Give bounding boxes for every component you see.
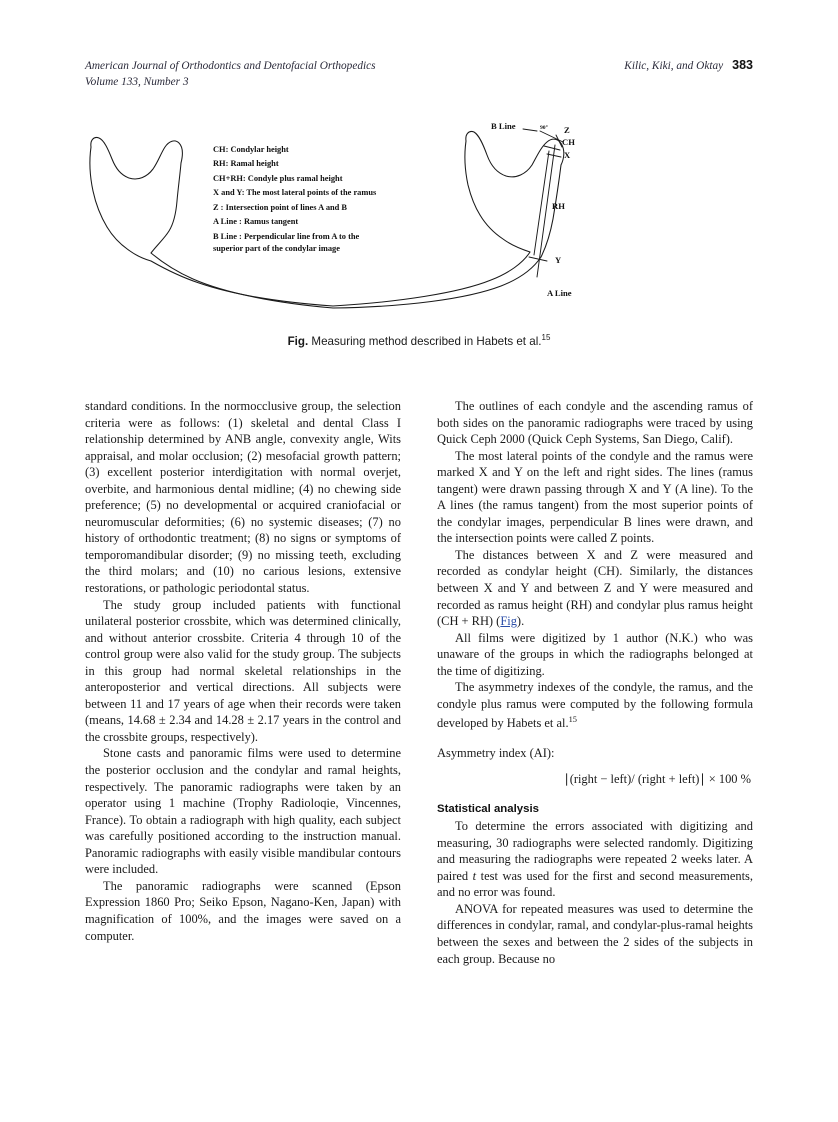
mandible-svg [85, 105, 753, 330]
label-b-line: B Line [491, 121, 516, 131]
column-right [437, 398, 753, 1043]
paragraph: standard conditions. In the normocclusive group, the selection criteria were as follows: (1) skeletal and dental Class I relationship determined by ANB angle, convexity angle, Wits appraisal, and molar occlusion; (2) mesofacial growth pattern; (3) excellent posterior interdigitation with normal overjet, overbite, and harmonious dental midline; (4) no chewing side preference; (5) no developmental or acquired craniofacial or neuromuscular deformities; (6) no systemic diseases; (7) no history of orthodontic treatment; (8) no signs or symptoms of temporomandibular disorder; (9) no missing teeth, excluding the third molars; and (10) no carious lesions, extensive restorations, or pathologic periodontal status. [85, 399, 401, 596]
label-x: X [564, 150, 571, 160]
page-number: 383 [732, 58, 753, 72]
section-heading-statistical-analysis: Statistical analysis [437, 803, 539, 816]
legend-line-5: A Line : Ramus tangent [213, 217, 299, 226]
formula-lead-in: Asymmetry index (AI): [437, 746, 555, 761]
paragraph: The most lateral points of the condyle and the ramus were marked X and Y on the left and right sides. The lines (ramus tangent) were drawn passing through X and Y (A line). To the A lines (the ramus tangent) from the most superior points of the condylar images, perpendicular B lines were drawn, and the intersection points were called Z points. [437, 448, 753, 546]
italic-t-statistic: t [472, 868, 477, 883]
paragraph: The study group included patients with functional unilateral posterior crossbite, which was determined clinically, and without anterior crossbite. Criteria 4 through 10 of the control group were also valid for the study group. The subjects in this group had normal skeletal relationships in the anteroposterior and vertical directions. All subjects were between 11 and 17 years of age when their records were taken (means, 14.68 ± 2.34 and 14.28 ± 2.17 years in the control and the crossbite groups, respectively). [85, 597, 401, 744]
legend-line-4: Z : Intersection point of lines A and B [213, 203, 348, 212]
b-line [540, 131, 563, 142]
body-columns [85, 398, 753, 1043]
figure-block [85, 105, 753, 370]
author-names: Kilic, Kiki, and Oktay [624, 60, 724, 72]
label-a-line: A Line [547, 288, 572, 298]
a-line [537, 145, 555, 277]
paragraph-with-italic [437, 818, 753, 901]
paragraph: The outlines of each condyle and the ascending ramus of both sides on the panoramic radiographs were traced by using Quick Ceph 2000 (Quick Ceph Systems, San Diego, Calif). [437, 399, 753, 447]
paragraph: ANOVA for repeated measures was used to determine the differences in condylar, ramal, and condylar-plus-ramal heights between the sexes and between the 2 sides of the subjects in each group. Because no [437, 901, 753, 966]
legend-line-1: RH: Ramal height [213, 159, 279, 168]
journal-title: American Journal of Orthodontics and Dentofacial Orthopedics [85, 60, 376, 72]
paragraph-text-post: ). [516, 614, 525, 629]
volume-issue: Volume 133, Number 3 [85, 76, 189, 88]
paragraph-text: The asymmetry indexes of the condyle, the ramus, and the condyle plus ramus were computed by the following formula developed by Habets et al. [437, 680, 753, 731]
column-left [85, 398, 401, 1043]
label-ch: CH [562, 137, 575, 147]
asymmetry-index-formula: ∣(right − left)/ (right + left)∣ × 100 % [563, 771, 751, 786]
figure-legend [213, 145, 377, 253]
journal-info [85, 58, 376, 90]
paragraph-text-post: test was used for the first and second measurements, and no error was found. [437, 868, 753, 900]
figure-caption-reference: 15 [541, 333, 551, 342]
legend-line-2: CH+RH: Condyle plus ramal height [213, 174, 343, 183]
paragraph: The panoramic radiographs were scanned (Epson Expression 1860 Pro; Seiko Epson, Nagano-Ken, Japan) with magnification of 100%, and the images were saved on a computer. [85, 878, 401, 943]
paragraph: All films were digitized by 1 author (N.K.) who was unaware of the groups in which the radiographs belonged at the time of digitizing. [437, 630, 753, 678]
running-head-right [624, 58, 753, 72]
figure-caption-label: Fig. [287, 334, 309, 348]
citation-reference: 15 [568, 715, 577, 725]
legend-line-3: X and Y: The most lateral points of the ramus [213, 188, 377, 197]
mandible-outline-right [333, 131, 564, 308]
label-angle: 90° [540, 125, 548, 131]
label-rh: RH [552, 201, 565, 211]
mandible-diagram [85, 105, 753, 330]
paragraph-with-figure-link [437, 547, 753, 630]
label-y: Y [555, 255, 562, 265]
paragraph-text-pre: The distances between X and Z were measured and recorded as condylar height (CH). Similarly, the distances between X and Y and between Z and Y were measured and recorded as ramus height (RH) and condylar plus ramus height (CH + RH) ( [437, 547, 753, 629]
figure-caption [85, 333, 753, 348]
figure-caption-text: Measuring method described in Habets et al. [311, 334, 542, 348]
label-z: Z [564, 125, 570, 135]
paragraph: Stone casts and panoramic films were used to determine the posterior occlusion and the condylar and ramal heights, respectively. The panoramic radiographs were taken by an operator using 1 machine (Trophy Radioloqie, Vincennes, France). To obtain a radiograph with high quality, each subject was carefully positioned according to the instruction manual. Panoramic radiographs with easily visible mandibular contours were included. [85, 746, 401, 877]
paragraph-text-pre: To determine the errors associated with digitizing and measuring, 30 radiographs were selected randomly. Digitizing and measuring the radiographs were repeated 2 weeks later. A paired [437, 819, 753, 883]
figure-cross-reference-link[interactable]: Fig [500, 614, 517, 629]
legend-line-6: B Line : Perpendicular line from A to the [213, 232, 360, 241]
running-head [85, 58, 753, 92]
legend-line-0: CH: Condylar height [213, 145, 289, 154]
paragraph-with-reference [437, 679, 753, 732]
legend-line-7: superior part of the condylar image [213, 244, 340, 253]
